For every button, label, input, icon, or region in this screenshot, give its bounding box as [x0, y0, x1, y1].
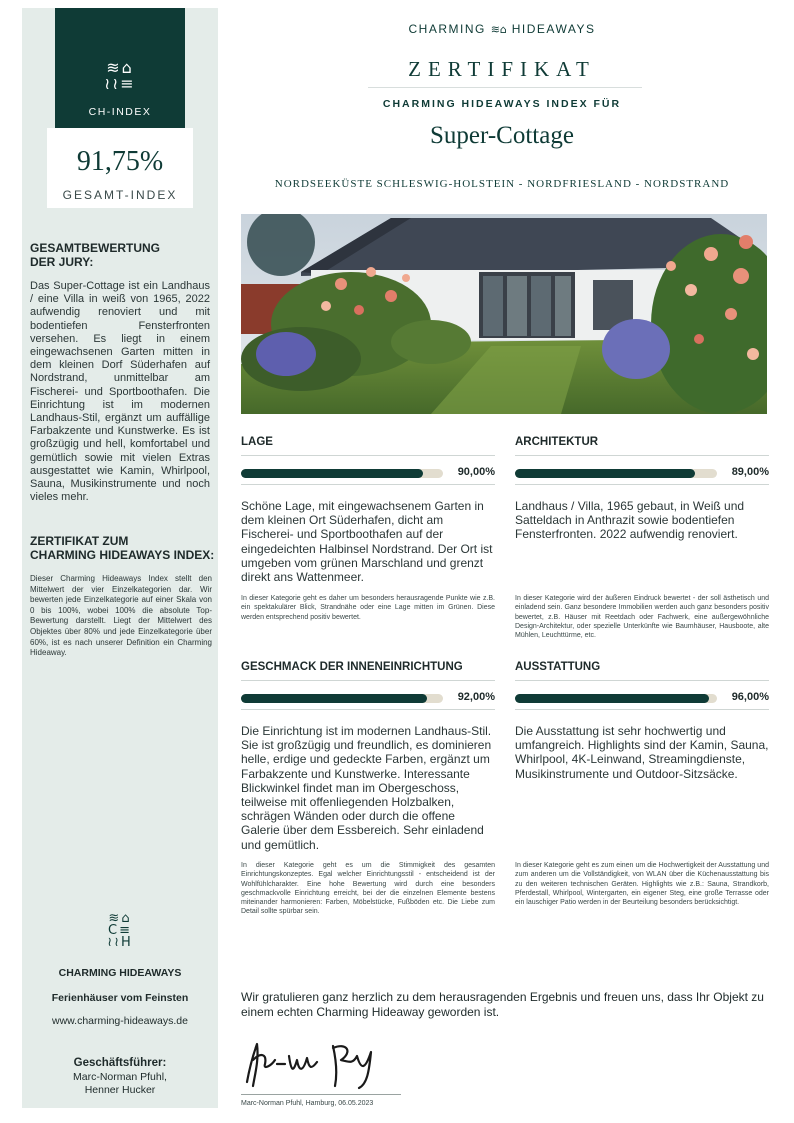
category-title: LAGE [241, 436, 273, 448]
score-bar-track [515, 469, 717, 478]
category-divider [515, 709, 769, 710]
ch-index-logo [55, 8, 185, 128]
signature-caption: Marc-Norman Pfuhl, Hamburg, 06.05.2023 [241, 1100, 374, 1107]
handwritten-signature [241, 1030, 401, 1092]
category-note: In dieser Kategorie geht es daher um besonders herausragende Punkte wie z.B. ein spektakulärer Blick, Strandnähe oder eine Lage mitten im Grünen. Diese werden entsprechend positiv bewertet. [241, 595, 495, 621]
jury-heading-line-1: GESAMTBEWERTUNG [30, 241, 160, 255]
score-bar-track [241, 469, 443, 478]
certificate-subtitle: CHARMING HIDEAWAYS INDEX FÜR [382, 98, 622, 110]
category-divider [241, 484, 495, 485]
brand-header [240, 22, 764, 36]
category-divider [241, 455, 495, 456]
logo-label: CH-INDEX [88, 106, 152, 118]
score-bar-track [515, 694, 717, 703]
total-score: 91,75% [76, 146, 164, 177]
title-divider [368, 87, 642, 88]
category-percent: 92,00% [457, 691, 495, 703]
total-score-label: GESAMT-INDEX [62, 188, 178, 202]
category-description: Schöne Lage, mit eingewachsenem Garten in dem kleinen Ort Süderhafen, dicht am Fischerei- und Sportboothafen auf der eingedeichten Halbinsel Nordstrand. Der Ort ist umgeben vom grünen Marschland und grenzt direkt ans Wattenmeer. [241, 499, 493, 585]
manager-name-2: Henner Hucker [84, 1084, 156, 1096]
category-divider [241, 709, 495, 710]
score-bar-fill [515, 694, 709, 703]
brand-name-right: HIDEAWAYS [511, 22, 596, 36]
cert-text: Dieser Charming Hideaways Index stellt den Mittelwert der vier Einzelkategorien dar. Wir bewerten jede Einzelkategorie auf einer Skala von 0 bis 100%, wobei 100% die absolute Top-Bewertung darstellt. Liegt der Mittelwert des Objektes über 80% und jede Einzelkategorie über 60%, ist es nach unserer Definition ein Charming Hideaway. [30, 574, 212, 658]
manager-name-1: Marc-Norman Pfuhl, [73, 1071, 167, 1083]
footer-brand: CHARMING HIDEAWAYS [58, 967, 182, 979]
cert-heading-line-1: ZERTIFIKAT ZUM [30, 534, 129, 548]
score-bar-fill [515, 469, 695, 478]
certificate-title: ZERTIFIKAT [408, 57, 596, 81]
category-description: Die Ausstattung ist sehr hochwertig und umfangreich. Highlights sind der Kamin, Sauna, Whirlpool, 4K-Leinwand, Streamingdienste, Musikinstrumente und Outdoor-Sitzsäcke. [515, 724, 769, 781]
score-box [47, 128, 193, 208]
jury-text: Das Super-Cottage ist ein Landhaus / eine Villa in weiß von 1965, 2022 aufwendig renoviert und mit bodentiefen Fensterfronten versehen. Es liegt in einem eingewachsenen Garten mitten in dem kleinen Dorf Süderhafen auf Nordstrand, unmittelbar am Fischerei- und Sportboothafen. Die Einrichtung ist im modernen Landhaus-Stil, ergänzt um auffällige Farbakzente und Kunstwerke. Es ist großzügig und hell, komfortabel und gemütlich sowie mit vielen Extras ausgestattet wie Kamin, Whirlpool, Sauna, Musikinstrumente und noch vieles mehr. [30, 280, 210, 504]
signature-line [241, 1094, 401, 1095]
category-percent: 96,00% [731, 691, 769, 703]
category-divider [241, 680, 495, 681]
category-lage [241, 436, 495, 621]
category-architektur [515, 436, 769, 640]
score-bar-row [241, 691, 495, 705]
score-bar-track [241, 694, 443, 703]
category-divider [515, 484, 769, 485]
category-inneneinrichtung [241, 661, 495, 916]
category-note: In dieser Kategorie geht es um die Stimmigkeit des gesamten Einrichtungskonzeptes. Egal welcher Einrichtungsstil - entscheidend ist der Wohlfühlcharakter. Eine hohe Bewertung wird durch eine besonders geschmackvolle Einrichtung erreicht, bei der die einzelnen Elemente bestens miteinander harmonieren: Farben, Möbelstücke, Fußböden etc. Die Liebe zum Detail sollte spürbar sein. [241, 862, 495, 916]
jury-heading [30, 241, 160, 269]
score-bar-fill [241, 469, 423, 478]
property-photo [241, 214, 767, 414]
jury-heading-line-2: DER JURY: [30, 255, 94, 269]
sidebar [22, 8, 218, 1108]
category-ausstattung [515, 661, 769, 907]
cert-heading [30, 534, 214, 562]
category-divider [515, 680, 769, 681]
footer-url[interactable]: www.charming-hideaways.de [52, 1015, 188, 1027]
category-divider [515, 455, 769, 456]
category-description: Landhaus / Villa, 1965 gebaut, in Weiß und Satteldach in Anthrazit sowie bodentiefen Fensterfronten. 2022 aufwendig renoviert. [515, 499, 745, 542]
congratulations-text: Wir gratulieren ganz herzlich zu dem herausragenden Ergebnis und freuen uns, dass Ihr Objekt zu einem echten Charming Hideaway geworden ist. [241, 990, 764, 1019]
cert-heading-line-2: CHARMING HIDEAWAYS INDEX: [30, 548, 215, 562]
ch-monogram-icon: ≋⌂ C≡ ≀≀H [107, 911, 133, 950]
brand-name-left: CHARMING [408, 22, 486, 36]
category-title: ARCHITEKTUR [515, 436, 599, 448]
score-bar-fill [241, 694, 427, 703]
property-name: Super-Cottage [430, 122, 574, 149]
manager-label: Geschäftsführer: [73, 1057, 167, 1069]
ch-monogram-icon: ≋⌂ [490, 23, 507, 36]
category-title: AUSSTATTUNG [515, 661, 601, 673]
category-percent: 89,00% [731, 466, 769, 478]
score-bar-row [241, 466, 495, 480]
footer-tagline: Ferienhäuser vom Feinsten [51, 992, 189, 1004]
score-bar-row [515, 466, 769, 480]
category-percent: 90,00% [457, 466, 495, 478]
category-note: In dieser Kategorie wird der äußeren Eindruck bewertet - der soll ästhetisch und einladend sein. Ganz besondere Immobilien werden auch ganz besonders positiv bewertet, z.B. Häuser mit Reetdach oder Fachwerk, eine außergewöhnliche Design-Architektur, oder spezielle Unterkünfte wie Baumhäuser, Hausboote, alte Mühlen, Leuchttürme, etc. [515, 595, 769, 640]
category-title: GESCHMACK DER INNENEINRICHTUNG [241, 661, 463, 673]
score-bar-row [515, 691, 769, 705]
category-note: In dieser Kategorie geht es zum einen um die Hochwertigkeit der Ausstattung und zum anderen um die Vollständigkeit, von WLAN über die Küchenausstattung bis zu den weiteren technischen Geräten. Highlights wie z.B.: Sauna, Strandkorb, Pferdestall, Whirlpool, Wintergarten, ein eigener Steg, eine große Terrasse oder ein lauschiger Patio werden in der Beurteilung besonders berücksichtigt. [515, 862, 769, 907]
property-location: NORDSEEKÜSTE SCHLESWIG-HOLSTEIN - NORDFRIESLAND - NORDSTRAND [274, 178, 730, 190]
ch-monogram-icon: ≋⌂ ≀≀≡ [104, 58, 136, 93]
category-description: Die Einrichtung ist im modernen Landhaus-Stil. Sie ist großzügig und freundlich, es dominieren helle, erdige und gedeckte Farben, ergänzt um Farbakzente und Kunstwerke. Interessante Blickwinkel findet man im Obergeschoss, teilweise mit offenliegenden Holzbalken, schrägen Wänden oder durch die offene Galerie über dem Essbereich. Sehr einladend und gemütlich. [241, 724, 492, 852]
